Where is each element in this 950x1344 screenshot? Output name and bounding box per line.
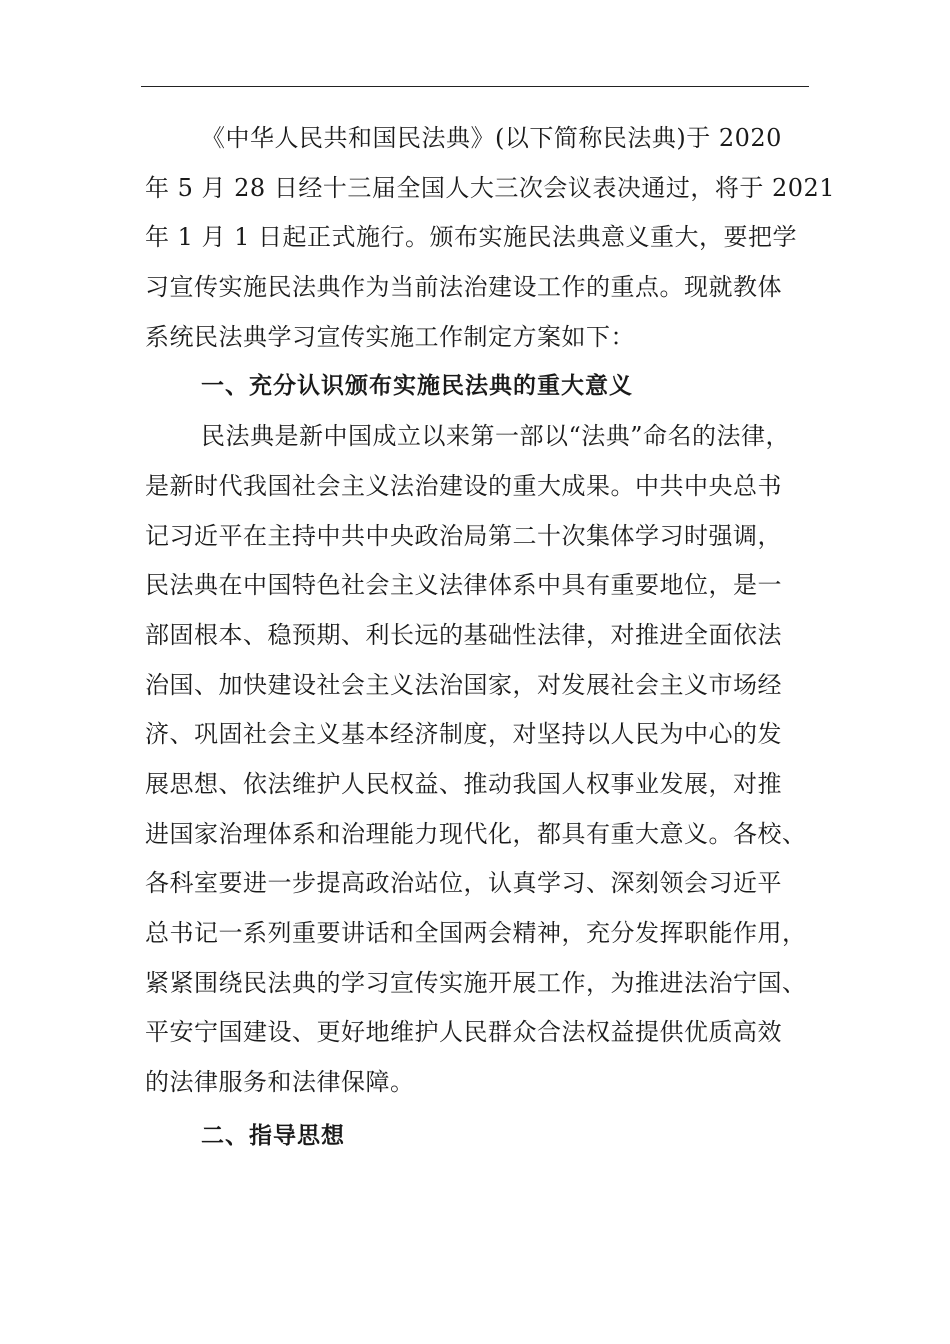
section1-line: 总书记一系列重要讲话和全国两会精神，充分发挥职能作用，: [145, 919, 807, 947]
section1-line: 济、巩固社会主义基本经济制度，对坚持以人民为中心的发: [145, 720, 782, 749]
section1-line: 展思想、依法维护人民权益、推动我国人权事业发展，对推: [145, 769, 782, 798]
section1-line: 进国家治理体系和治理能力现代化，都具有重大意义。各校、: [145, 819, 807, 848]
section1-line: 民法典在中国特色社会主义法律体系中具有重要地位，是一: [145, 571, 782, 600]
section1-line: 各科室要进一步提高政治站位，认真学习、深刻领会习近平: [145, 869, 782, 898]
intro-line: 《中华人民共和国民法典》(以下简称民法典)于 2020: [201, 124, 782, 152]
intro-line: 习宣传实施民法典作为当前法治建设工作的重点。现就教体: [145, 273, 782, 302]
section1-line: 治国、加快建设社会主义法治国家，对发展社会主义市场经: [145, 670, 782, 699]
document-body: [145, 114, 836, 1161]
intro-line: 系统民法典学习宣传实施工作制定方案如下：: [145, 322, 635, 351]
section1-line: 的法律服务和法律保障。: [145, 1068, 415, 1097]
section1-line: 平安宁国建设、更好地维护人民群众合法权益提供优质高效: [145, 1018, 782, 1047]
section-heading-1: 一、充分认识颁布实施民法典的重大意义: [201, 373, 633, 400]
intro-line: 年 1 月 1 日起正式施行。颁布实施民法典意义重大，要把学: [145, 223, 798, 252]
header-rule: [141, 86, 809, 87]
section1-line: 民法典是新中国成立以来第一部以“法典”命名的法律，: [201, 422, 791, 451]
section1-line: 是新时代我国社会主义法治建设的重大成果。中共中央总书: [145, 471, 782, 500]
section1-line: 紧紧围绕民法典的学习宣传实施开展工作，为推进法治宁国、: [145, 968, 807, 997]
section1-line: 部固根本、稳预期、利长远的基础性法律，对推进全面依法: [145, 620, 782, 649]
section1-line: 记习近平在主持中共中央政治局第二十次集体学习时强调，: [145, 521, 782, 550]
section-heading-2: 二、指导思想: [201, 1122, 345, 1149]
intro-line: 年 5 月 28 日经十三届全国人大三次会议表决通过，将于 2021: [145, 173, 836, 202]
